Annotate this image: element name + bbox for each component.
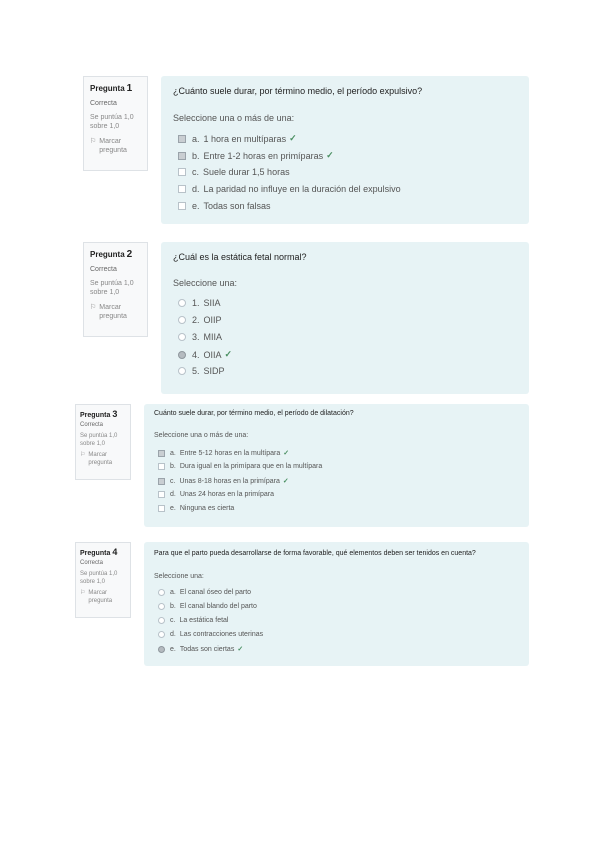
answer-prompt: Seleccione una: <box>173 278 238 288</box>
answer-checkbox[interactable] <box>178 202 186 210</box>
question-text: Para que el parto pueda desarrollarse de forma favorable, qué elementos deben ser tenidos en cuenta? <box>154 550 476 557</box>
question-number: 3 <box>112 409 118 419</box>
question-text: Cuánto suele durar, por término medio, el período de dilatación? <box>154 410 354 417</box>
answer-text: Entre 1-2 horas en primíparas <box>203 150 324 161</box>
flag-icon: ⚐ <box>80 452 86 458</box>
answer-radio[interactable] <box>158 589 165 596</box>
answer-text: OIIP <box>203 315 222 325</box>
question-state: Correcta <box>90 266 117 273</box>
question-content <box>161 76 529 224</box>
flag-question-link[interactable]: ⚐ Marcar pregunta <box>80 590 113 604</box>
flag-icon: ⚐ <box>80 590 86 596</box>
question-text: ¿Cuál es la estática fetal normal? <box>173 252 307 262</box>
answer-radio[interactable] <box>178 367 186 375</box>
question-text: ¿Cuánto suele durar, por término medio, el período expulsivo? <box>173 86 423 96</box>
answer-checkbox[interactable] <box>158 463 165 470</box>
answer-text: 1 hora en multíparas <box>203 133 287 144</box>
answer-text: SIDP <box>203 366 225 376</box>
check-icon: ✓ <box>282 478 289 485</box>
answer-radio[interactable] <box>158 646 165 653</box>
answer-text: SIIA <box>203 298 221 308</box>
answer-checkbox[interactable] <box>178 135 186 143</box>
answer-checkbox[interactable] <box>178 185 186 193</box>
answer-option-e[interactable]: e. Todas son falsas <box>178 201 271 211</box>
question-label: Pregunta <box>90 84 125 93</box>
answer-prompt: Seleccione una o más de una: <box>173 113 295 123</box>
answer-checkbox[interactable] <box>178 168 186 176</box>
answer-text: Las contracciones uterinas <box>179 631 264 638</box>
answer-option-b[interactable]: b. Entre 1-2 horas en primíparas ✓ <box>178 150 334 161</box>
answer-text: Unas 24 horas en la primípara <box>179 491 275 498</box>
answer-checkbox[interactable] <box>158 505 165 512</box>
answer-option-4[interactable]: 4. OIIA ✓ <box>178 349 232 360</box>
answer-option-e[interactable]: e. Todas son ciertas ✓ <box>158 645 243 653</box>
answer-radio[interactable] <box>178 351 186 359</box>
answer-text: OIIA <box>203 349 222 360</box>
answer-option-c[interactable]: c. Unas 8-18 horas en la primípara ✓ <box>158 477 289 485</box>
question-grade: Se puntúa 1,0 sobre 1,0 <box>90 280 134 296</box>
answer-radio[interactable] <box>158 603 165 610</box>
answer-prompt: Seleccione una o más de una: <box>154 432 249 439</box>
question-info <box>75 404 131 480</box>
answer-checkbox[interactable] <box>158 478 165 485</box>
question-number: 1 <box>126 83 133 94</box>
answer-text: Suele durar 1,5 horas <box>203 167 290 177</box>
answer-radio[interactable] <box>158 631 165 638</box>
answer-text: Entre 5-12 horas en la multípara <box>179 449 281 457</box>
answer-checkbox[interactable] <box>158 450 165 457</box>
answer-option-a[interactable]: a. El canal óseo del parto <box>158 589 251 596</box>
question-content <box>161 242 529 394</box>
flag-question-link[interactable]: ⚐ Marcar pregunta <box>90 138 127 154</box>
flag-icon: ⚐ <box>90 138 97 145</box>
answer-option-e[interactable]: e. Ninguna es cierta <box>158 505 234 512</box>
answer-text: El canal óseo del parto <box>179 589 252 596</box>
answer-option-b[interactable]: b. El canal blando del parto <box>158 603 257 610</box>
answer-option-c[interactable]: c. La estática fetal <box>158 617 228 624</box>
check-icon: ✓ <box>326 150 334 160</box>
answer-text: Unas 8-18 horas en la primípara <box>179 477 280 485</box>
answer-text: MIIA <box>203 332 223 342</box>
question-content <box>144 404 529 527</box>
answer-option-a[interactable]: a. 1 hora en multíparas ✓ <box>178 133 297 144</box>
answer-option-5[interactable]: 5. SIDP <box>178 366 225 376</box>
question-grade: Se puntúa 1,0 sobre 1,0 <box>80 433 118 447</box>
question-grade: Se puntúa 1,0 sobre 1,0 <box>90 114 134 130</box>
answer-radio[interactable] <box>178 316 186 324</box>
answer-option-d[interactable]: d. La paridad no influye en la duración del expulsivo <box>178 184 401 194</box>
question-label: Pregunta <box>80 412 111 419</box>
question-number: 4 <box>112 547 118 557</box>
answer-radio[interactable] <box>178 299 186 307</box>
answer-checkbox[interactable] <box>158 491 165 498</box>
question-content <box>144 542 529 666</box>
answer-checkbox[interactable] <box>178 152 186 160</box>
answer-option-b[interactable]: b. Dura igual en la primípara que en la multípara <box>158 463 322 470</box>
question-info <box>83 76 148 171</box>
question-label: Pregunta <box>80 550 111 557</box>
answer-text: Dura igual en la primípara que en la multípara <box>179 463 323 470</box>
answer-option-3[interactable]: 3. MIIA <box>178 332 222 342</box>
question-label: Pregunta <box>90 250 125 259</box>
answer-text: Todas son falsas <box>203 201 271 211</box>
flag-question-link[interactable]: ⚐ Marcar pregunta <box>90 304 127 320</box>
answer-text: Todas son ciertas <box>179 645 235 653</box>
question-info <box>83 242 148 337</box>
answer-text: Ninguna es cierta <box>179 505 235 512</box>
check-icon: ✓ <box>237 646 244 653</box>
answer-text: El canal blando del parto <box>179 603 257 610</box>
answer-text: La estática fetal <box>179 617 229 624</box>
answer-option-1[interactable]: 1. SIIA <box>178 298 221 308</box>
question-info <box>75 542 131 618</box>
check-icon: ✓ <box>283 450 290 457</box>
answer-radio[interactable] <box>158 617 165 624</box>
check-icon: ✓ <box>224 349 233 359</box>
flag-question-link[interactable]: ⚐ Marcar pregunta <box>80 452 113 466</box>
check-icon: ✓ <box>289 133 297 143</box>
answer-option-2[interactable]: 2. OIIP <box>178 315 222 325</box>
question-state: Correcta <box>80 560 104 566</box>
answer-text: La paridad no influye en la duración del expulsivo <box>203 184 401 194</box>
question-grade: Se puntúa 1,0 sobre 1,0 <box>80 571 118 585</box>
answer-option-c[interactable]: c. Suele durar 1,5 horas <box>178 167 290 177</box>
question-state: Correcta <box>90 100 117 107</box>
answer-radio[interactable] <box>178 333 186 341</box>
answer-prompt: Seleccione una: <box>154 573 204 580</box>
flag-icon: ⚐ <box>90 304 97 311</box>
answer-option-a[interactable]: a. Entre 5-12 horas en la multípara ✓ <box>158 449 289 457</box>
answer-option-d[interactable]: d. Las contracciones uterinas <box>158 631 263 638</box>
question-number: 2 <box>126 249 133 260</box>
answer-option-d[interactable]: d. Unas 24 horas en la primípara <box>158 491 274 498</box>
question-state: Correcta <box>80 422 104 428</box>
